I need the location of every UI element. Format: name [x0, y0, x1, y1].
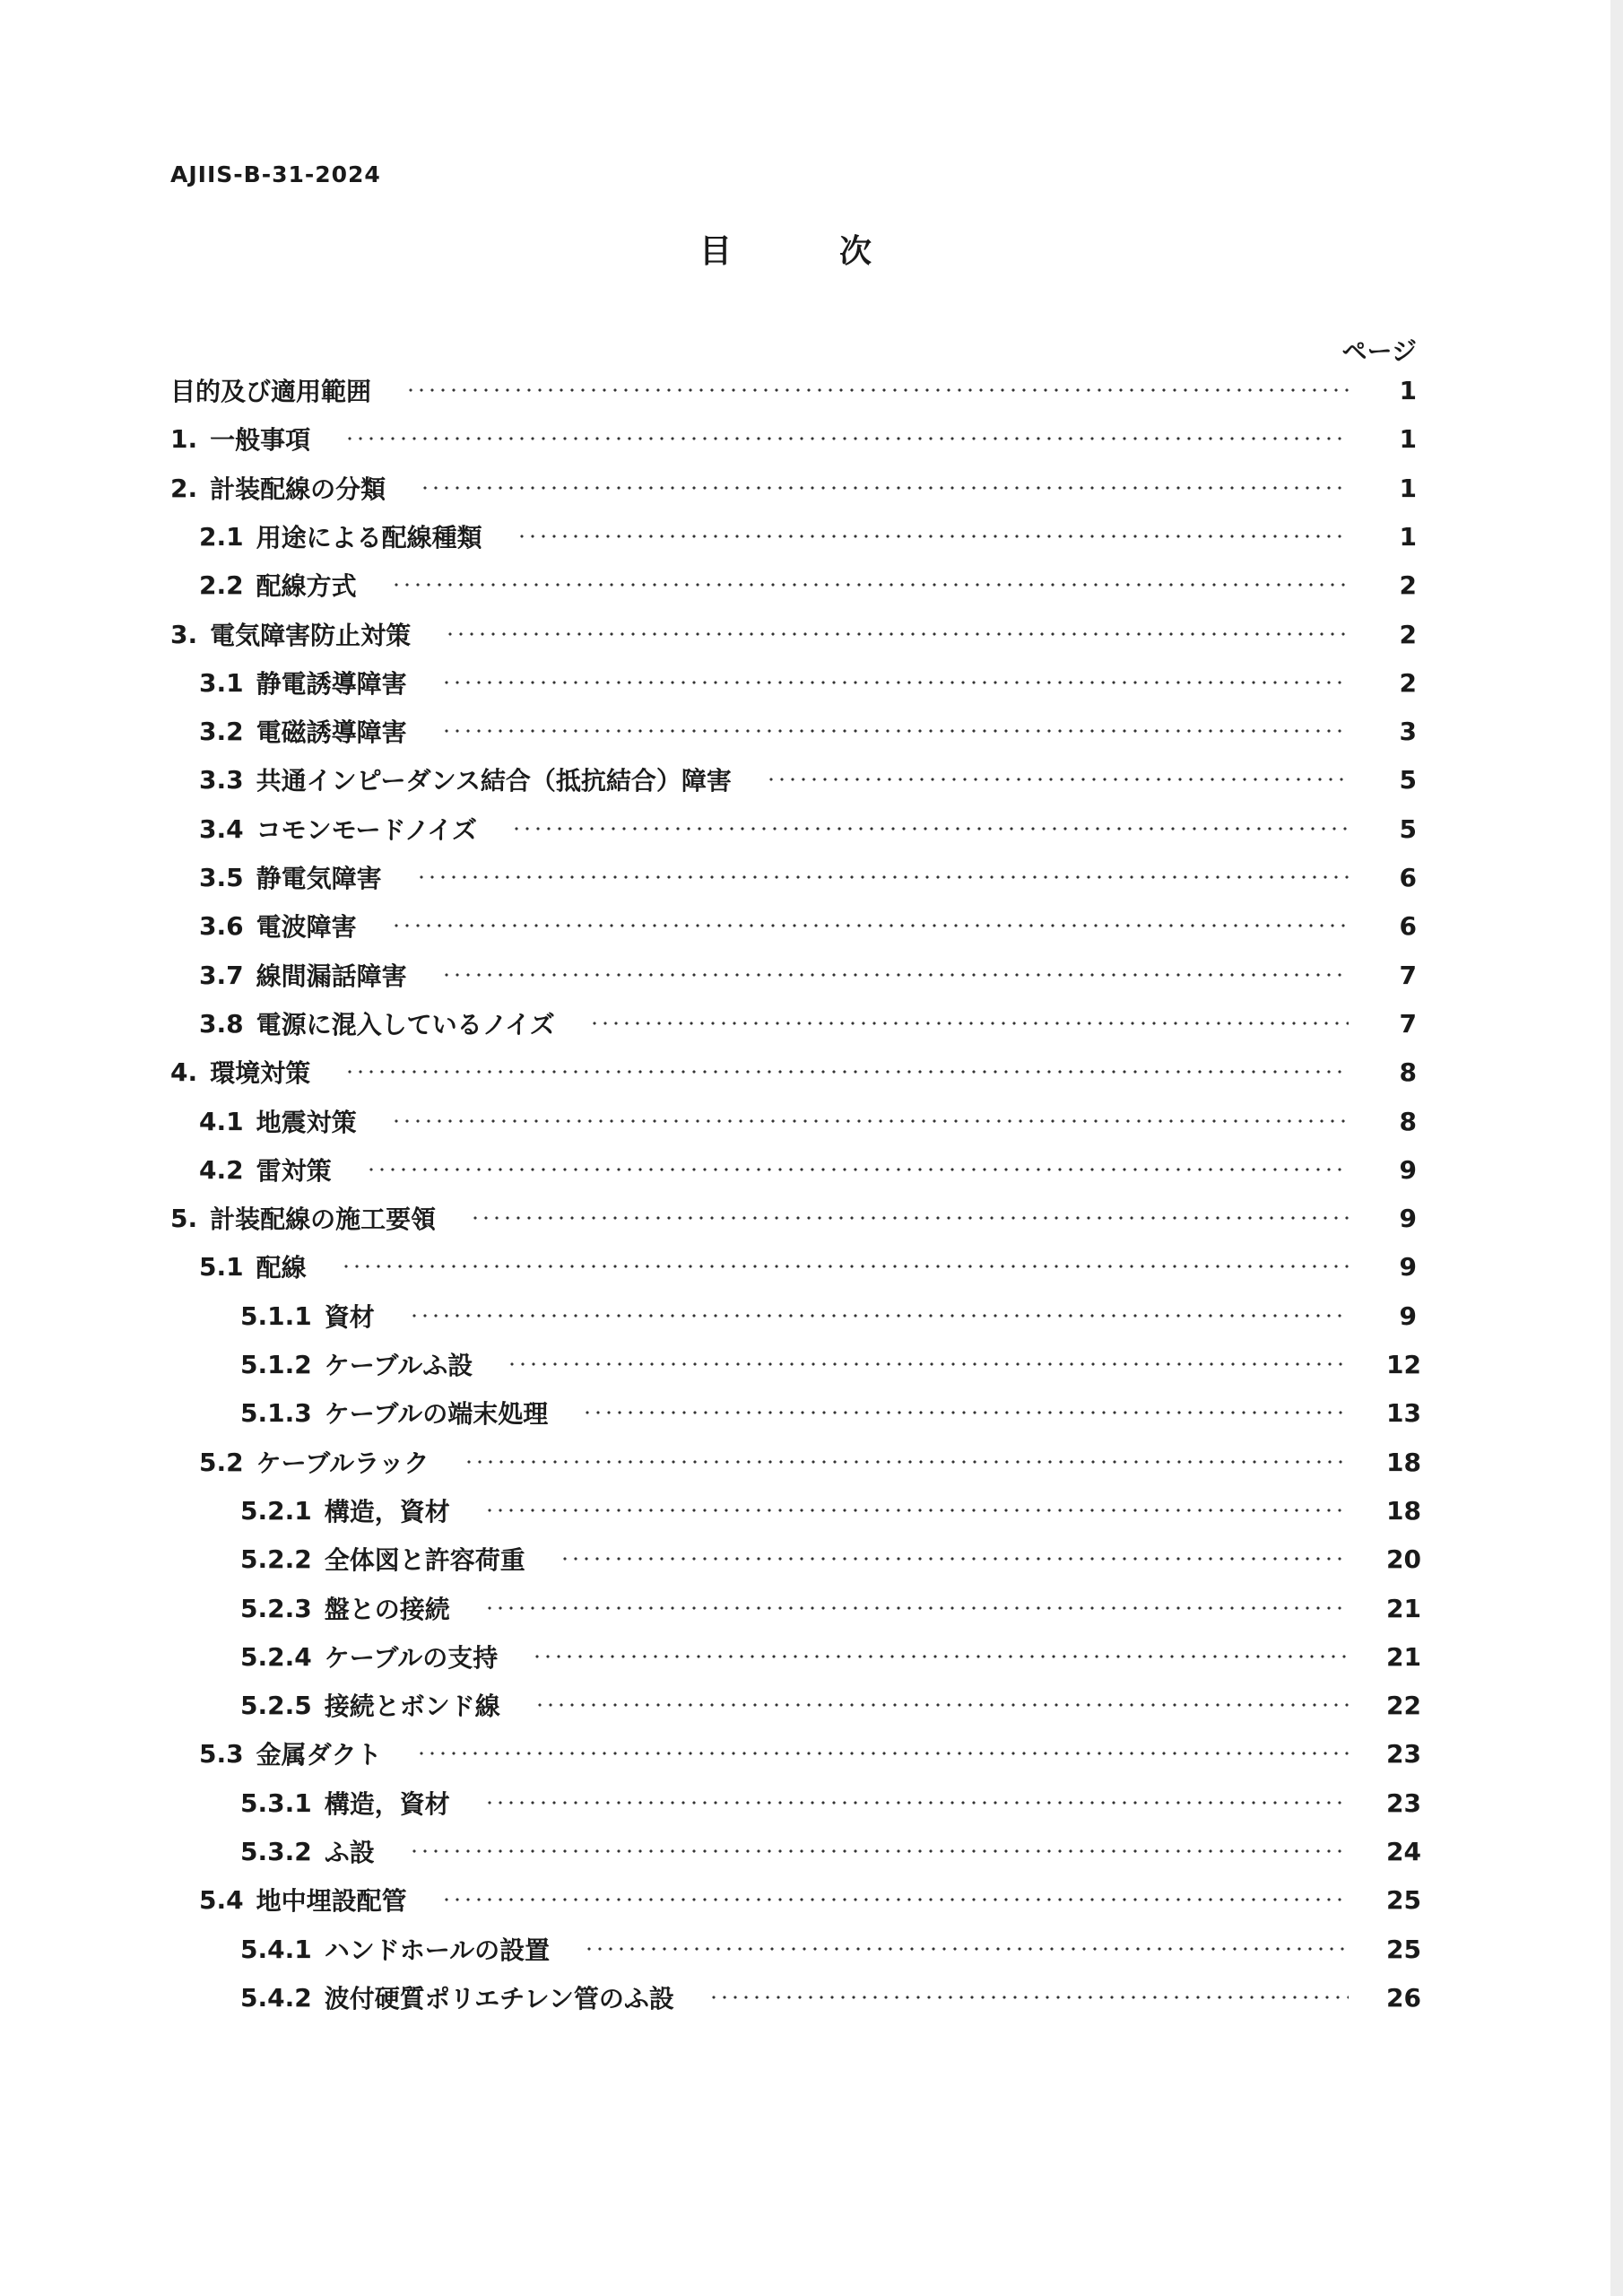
- toc-section-title: 接続とボンド線: [324, 1692, 500, 1721]
- toc-section-number: 5.2.5: [240, 1690, 312, 1720]
- toc-section-title: 静電誘導障害: [256, 669, 407, 699]
- toc-leader-dots: [405, 388, 1349, 392]
- toc-page-number: 24: [1386, 1836, 1421, 1866]
- toc-row[interactable]: [170, 372, 1417, 408]
- toc-section-number: 5.2.3: [240, 1593, 312, 1623]
- toc-section-title: 電源に混入しているノイズ: [256, 1010, 555, 1039]
- toc-section-title: 金属ダクト: [256, 1740, 382, 1770]
- toc-section-number: 2.: [170, 473, 198, 503]
- toc-row[interactable]: [199, 518, 1417, 554]
- toc-leader-dots: [534, 1703, 1349, 1707]
- toc-row[interactable]: [199, 1882, 1421, 1918]
- toc-section-number: 5.2.1: [240, 1495, 312, 1526]
- toc-page-number: 8: [1399, 1057, 1417, 1087]
- toc-section-title: 共通インピーダンス結合（抵抗結合）障害: [256, 766, 732, 796]
- toc-row[interactable]: [170, 1200, 1417, 1236]
- toc-section-number: 3.1: [199, 667, 244, 698]
- title-left: 目: [699, 233, 733, 270]
- toc-leader-dots: [516, 535, 1349, 538]
- toc-section-number: 5.2.4: [240, 1641, 312, 1672]
- toc-section-title: 目的及び適用範囲: [170, 377, 372, 406]
- toc-section-title: ケーブルの支持: [324, 1643, 499, 1673]
- scan-edge: [1610, 0, 1623, 2296]
- toc-row[interactable]: [240, 1639, 1421, 1674]
- toc-section-title: ふ設: [324, 1838, 375, 1867]
- toc-leader-dots: [766, 778, 1349, 781]
- toc-page-number: 13: [1386, 1397, 1421, 1428]
- toc-section-number: 5.2: [199, 1447, 244, 1477]
- toc-section-title: 電磁誘導障害: [256, 718, 407, 747]
- toc-page-number: 6: [1399, 862, 1417, 892]
- toc-leader-dots: [344, 1070, 1349, 1074]
- toc-leader-dots: [391, 583, 1349, 587]
- toc-section-title: 配線方式: [256, 571, 357, 601]
- toc-leader-dots: [589, 1022, 1349, 1025]
- toc-row[interactable]: [240, 1687, 1421, 1723]
- toc-page-number: 7: [1399, 960, 1417, 990]
- toc-section-number: 3.: [170, 619, 198, 649]
- toc-section-title: 資材: [324, 1302, 375, 1332]
- toc-leader-dots: [416, 1752, 1349, 1755]
- toc-row[interactable]: [240, 1298, 1417, 1334]
- toc-section-number: 3.8: [199, 1008, 244, 1039]
- toc-leader-dots: [584, 1947, 1349, 1951]
- toc-section-number: 5.4: [199, 1884, 244, 1915]
- toc-section-number: 5.1.1: [240, 1300, 312, 1331]
- toc-page-number: 9: [1399, 1154, 1417, 1185]
- toc-row[interactable]: [240, 1833, 1421, 1869]
- toc-row[interactable]: [240, 1979, 1421, 2015]
- toc-section-title: 構造，資材: [324, 1497, 450, 1526]
- toc-row[interactable]: [199, 1152, 1417, 1187]
- toc-page-number: 22: [1386, 1690, 1421, 1720]
- toc-section-title: ハンドホールの設置: [324, 1935, 551, 1965]
- toc-leader-dots: [409, 1849, 1349, 1853]
- toc-section-number: 3.5: [199, 862, 244, 892]
- toc-page-number: 2: [1399, 667, 1417, 698]
- toc-section-title: 地震対策: [256, 1108, 357, 1137]
- toc-leader-dots: [416, 875, 1349, 879]
- toc-section-number: 5.3.2: [240, 1836, 312, 1866]
- toc-leader-dots: [445, 632, 1349, 636]
- toc-leader-dots: [441, 1898, 1349, 1901]
- toc-page-number: 9: [1399, 1203, 1417, 1233]
- toc-section-number: 5.4.2: [240, 1982, 312, 2013]
- toc-row[interactable]: [240, 1346, 1421, 1382]
- toc-section-number: 3.3: [199, 764, 244, 795]
- toc-section-number: 1.: [170, 423, 198, 454]
- toc-section-number: 5.3: [199, 1738, 244, 1769]
- toc-page-number: 23: [1386, 1787, 1421, 1818]
- toc-section-title: 電波障害: [256, 912, 357, 942]
- toc-row[interactable]: [199, 567, 1417, 603]
- toc-leader-dots: [420, 486, 1349, 490]
- title-right: 次: [839, 233, 872, 270]
- toc-page-number: 8: [1399, 1106, 1417, 1136]
- toc-row[interactable]: [199, 1005, 1417, 1041]
- toc-leader-dots: [464, 1460, 1349, 1464]
- toc-page-number: 9: [1399, 1251, 1417, 1282]
- toc-section-title: 環境対策: [210, 1058, 311, 1088]
- toc-leader-dots: [582, 1411, 1349, 1414]
- toc-leader-dots: [507, 1362, 1349, 1366]
- toc-row[interactable]: [240, 1395, 1421, 1431]
- toc-section-number: 5.1.2: [240, 1349, 312, 1379]
- toc-page-number: 1: [1399, 423, 1417, 454]
- toc-section-number: 5.: [170, 1203, 198, 1233]
- toc-row[interactable]: [170, 616, 1417, 652]
- toc-section-title: ケーブルの端末処理: [324, 1399, 549, 1429]
- toc-section-number: 4.1: [199, 1106, 244, 1136]
- toc-leader-dots: [391, 924, 1349, 927]
- toc-page-number: 18: [1386, 1447, 1421, 1477]
- toc-page-number: 7: [1399, 1008, 1417, 1039]
- toc-row[interactable]: [240, 1931, 1421, 1967]
- toc-page-number: 3: [1399, 716, 1417, 746]
- toc-page-number: 18: [1386, 1495, 1421, 1526]
- toc-page-number: 2: [1399, 570, 1417, 600]
- toc-page-number: 12: [1386, 1349, 1421, 1379]
- toc-leader-dots: [560, 1557, 1349, 1561]
- toc-page-number: 9: [1399, 1300, 1417, 1331]
- toc-page-number: 1: [1399, 473, 1417, 503]
- toc-leader-dots: [532, 1655, 1349, 1658]
- toc-page-number: 1: [1399, 521, 1417, 552]
- toc-section-title: 計装配線の分類: [210, 474, 386, 504]
- toc-row[interactable]: [199, 713, 1417, 749]
- document-id: AJIIS-B-31-2024: [170, 161, 381, 187]
- toc-leader-dots: [441, 973, 1349, 977]
- toc-leader-dots: [708, 1996, 1349, 1999]
- toc-section-number: 4.: [170, 1057, 198, 1087]
- toc-row[interactable]: [170, 470, 1417, 506]
- toc-row[interactable]: [199, 859, 1417, 895]
- toc-section-title: 電気障害防止対策: [210, 621, 412, 650]
- toc-section-number: 5.3.1: [240, 1787, 312, 1818]
- toc-page-number: 2: [1399, 619, 1417, 649]
- toc-section-number: 3.4: [199, 813, 244, 844]
- toc-row[interactable]: [199, 1735, 1421, 1771]
- toc-section-number: 5.4.1: [240, 1934, 312, 1964]
- toc-leader-dots: [366, 1168, 1349, 1171]
- toc-row[interactable]: [199, 1248, 1417, 1284]
- toc-row[interactable]: [240, 1492, 1421, 1528]
- toc-page-number: 21: [1386, 1641, 1421, 1672]
- toc-section-number: 2.1: [199, 521, 244, 552]
- toc-page-number: 5: [1399, 764, 1417, 795]
- toc-page-number: 23: [1386, 1738, 1421, 1769]
- toc-row[interactable]: [199, 1444, 1421, 1480]
- toc-section-number: 4.2: [199, 1154, 244, 1185]
- toc-section-number: 3.2: [199, 716, 244, 746]
- toc-leader-dots: [344, 437, 1349, 440]
- toc-section-title: 雷対策: [256, 1156, 332, 1186]
- toc-section-number: 5.1.3: [240, 1397, 312, 1428]
- toc-leader-dots: [409, 1314, 1349, 1318]
- toc-page-number: 20: [1386, 1544, 1421, 1574]
- toc-page-number: 6: [1399, 910, 1417, 941]
- toc-section-title: 用途による配線種類: [256, 523, 482, 552]
- toc-section-number: 2.2: [199, 570, 244, 600]
- toc-section-title: 全体図と許容荷重: [324, 1545, 525, 1575]
- toc-leader-dots: [511, 827, 1349, 831]
- toc-section-number: 5.2.2: [240, 1544, 312, 1574]
- toc-section-title: 線間漏話障害: [256, 961, 407, 991]
- toc-row[interactable]: [199, 908, 1417, 944]
- toc-leader-dots: [391, 1119, 1349, 1123]
- toc-page-number: 1: [1399, 375, 1417, 405]
- toc-leader-dots: [441, 729, 1349, 733]
- toc-leader-dots: [484, 1606, 1349, 1610]
- toc-leader-dots: [484, 1801, 1349, 1805]
- toc-section-title: 計装配線の施工要領: [210, 1205, 437, 1234]
- toc-page-number: 21: [1386, 1593, 1421, 1623]
- toc-row[interactable]: [240, 1590, 1421, 1626]
- toc-section-title: ケーブルふ設: [324, 1351, 473, 1380]
- toc-section-title: 盤との接続: [324, 1595, 450, 1624]
- page-column-header: ページ: [1341, 336, 1417, 366]
- toc-row[interactable]: [170, 421, 1417, 457]
- toc-row[interactable]: [170, 1054, 1417, 1090]
- toc-page-number: 26: [1386, 1982, 1421, 2013]
- toc-leader-dots: [341, 1265, 1349, 1268]
- toc-section-title: 波付硬質ポリエチレン管のふ設: [324, 1984, 674, 2013]
- toc-row[interactable]: [199, 1103, 1417, 1139]
- toc-section-title: 静電気障害: [256, 864, 382, 893]
- toc-section-number: 3.6: [199, 910, 244, 941]
- toc-section-title: 配線: [256, 1253, 307, 1283]
- toc-row[interactable]: [199, 811, 1417, 847]
- toc-section-title: ケーブルラック: [256, 1448, 430, 1478]
- page-title: [699, 226, 872, 272]
- toc-row[interactable]: [199, 665, 1417, 700]
- toc-row[interactable]: [240, 1541, 1421, 1577]
- toc-row[interactable]: [240, 1785, 1421, 1821]
- toc-section-title: 構造，資材: [324, 1789, 450, 1819]
- toc-row[interactable]: [199, 957, 1417, 993]
- toc-leader-dots: [484, 1509, 1349, 1512]
- toc-section-title: 一般事項: [210, 425, 311, 455]
- toc-section-title: 地中埋設配管: [256, 1886, 407, 1916]
- toc-page-number: 25: [1386, 1884, 1421, 1915]
- toc-page-number: 25: [1386, 1934, 1421, 1964]
- toc-section-title: コモンモードノイズ: [256, 815, 478, 845]
- toc-page-number: 5: [1399, 813, 1417, 844]
- toc-section-number: 5.1: [199, 1251, 244, 1282]
- toc-section-number: 3.7: [199, 960, 244, 990]
- toc-leader-dots: [470, 1216, 1349, 1220]
- toc-leader-dots: [441, 681, 1349, 684]
- toc-row[interactable]: [199, 761, 1417, 797]
